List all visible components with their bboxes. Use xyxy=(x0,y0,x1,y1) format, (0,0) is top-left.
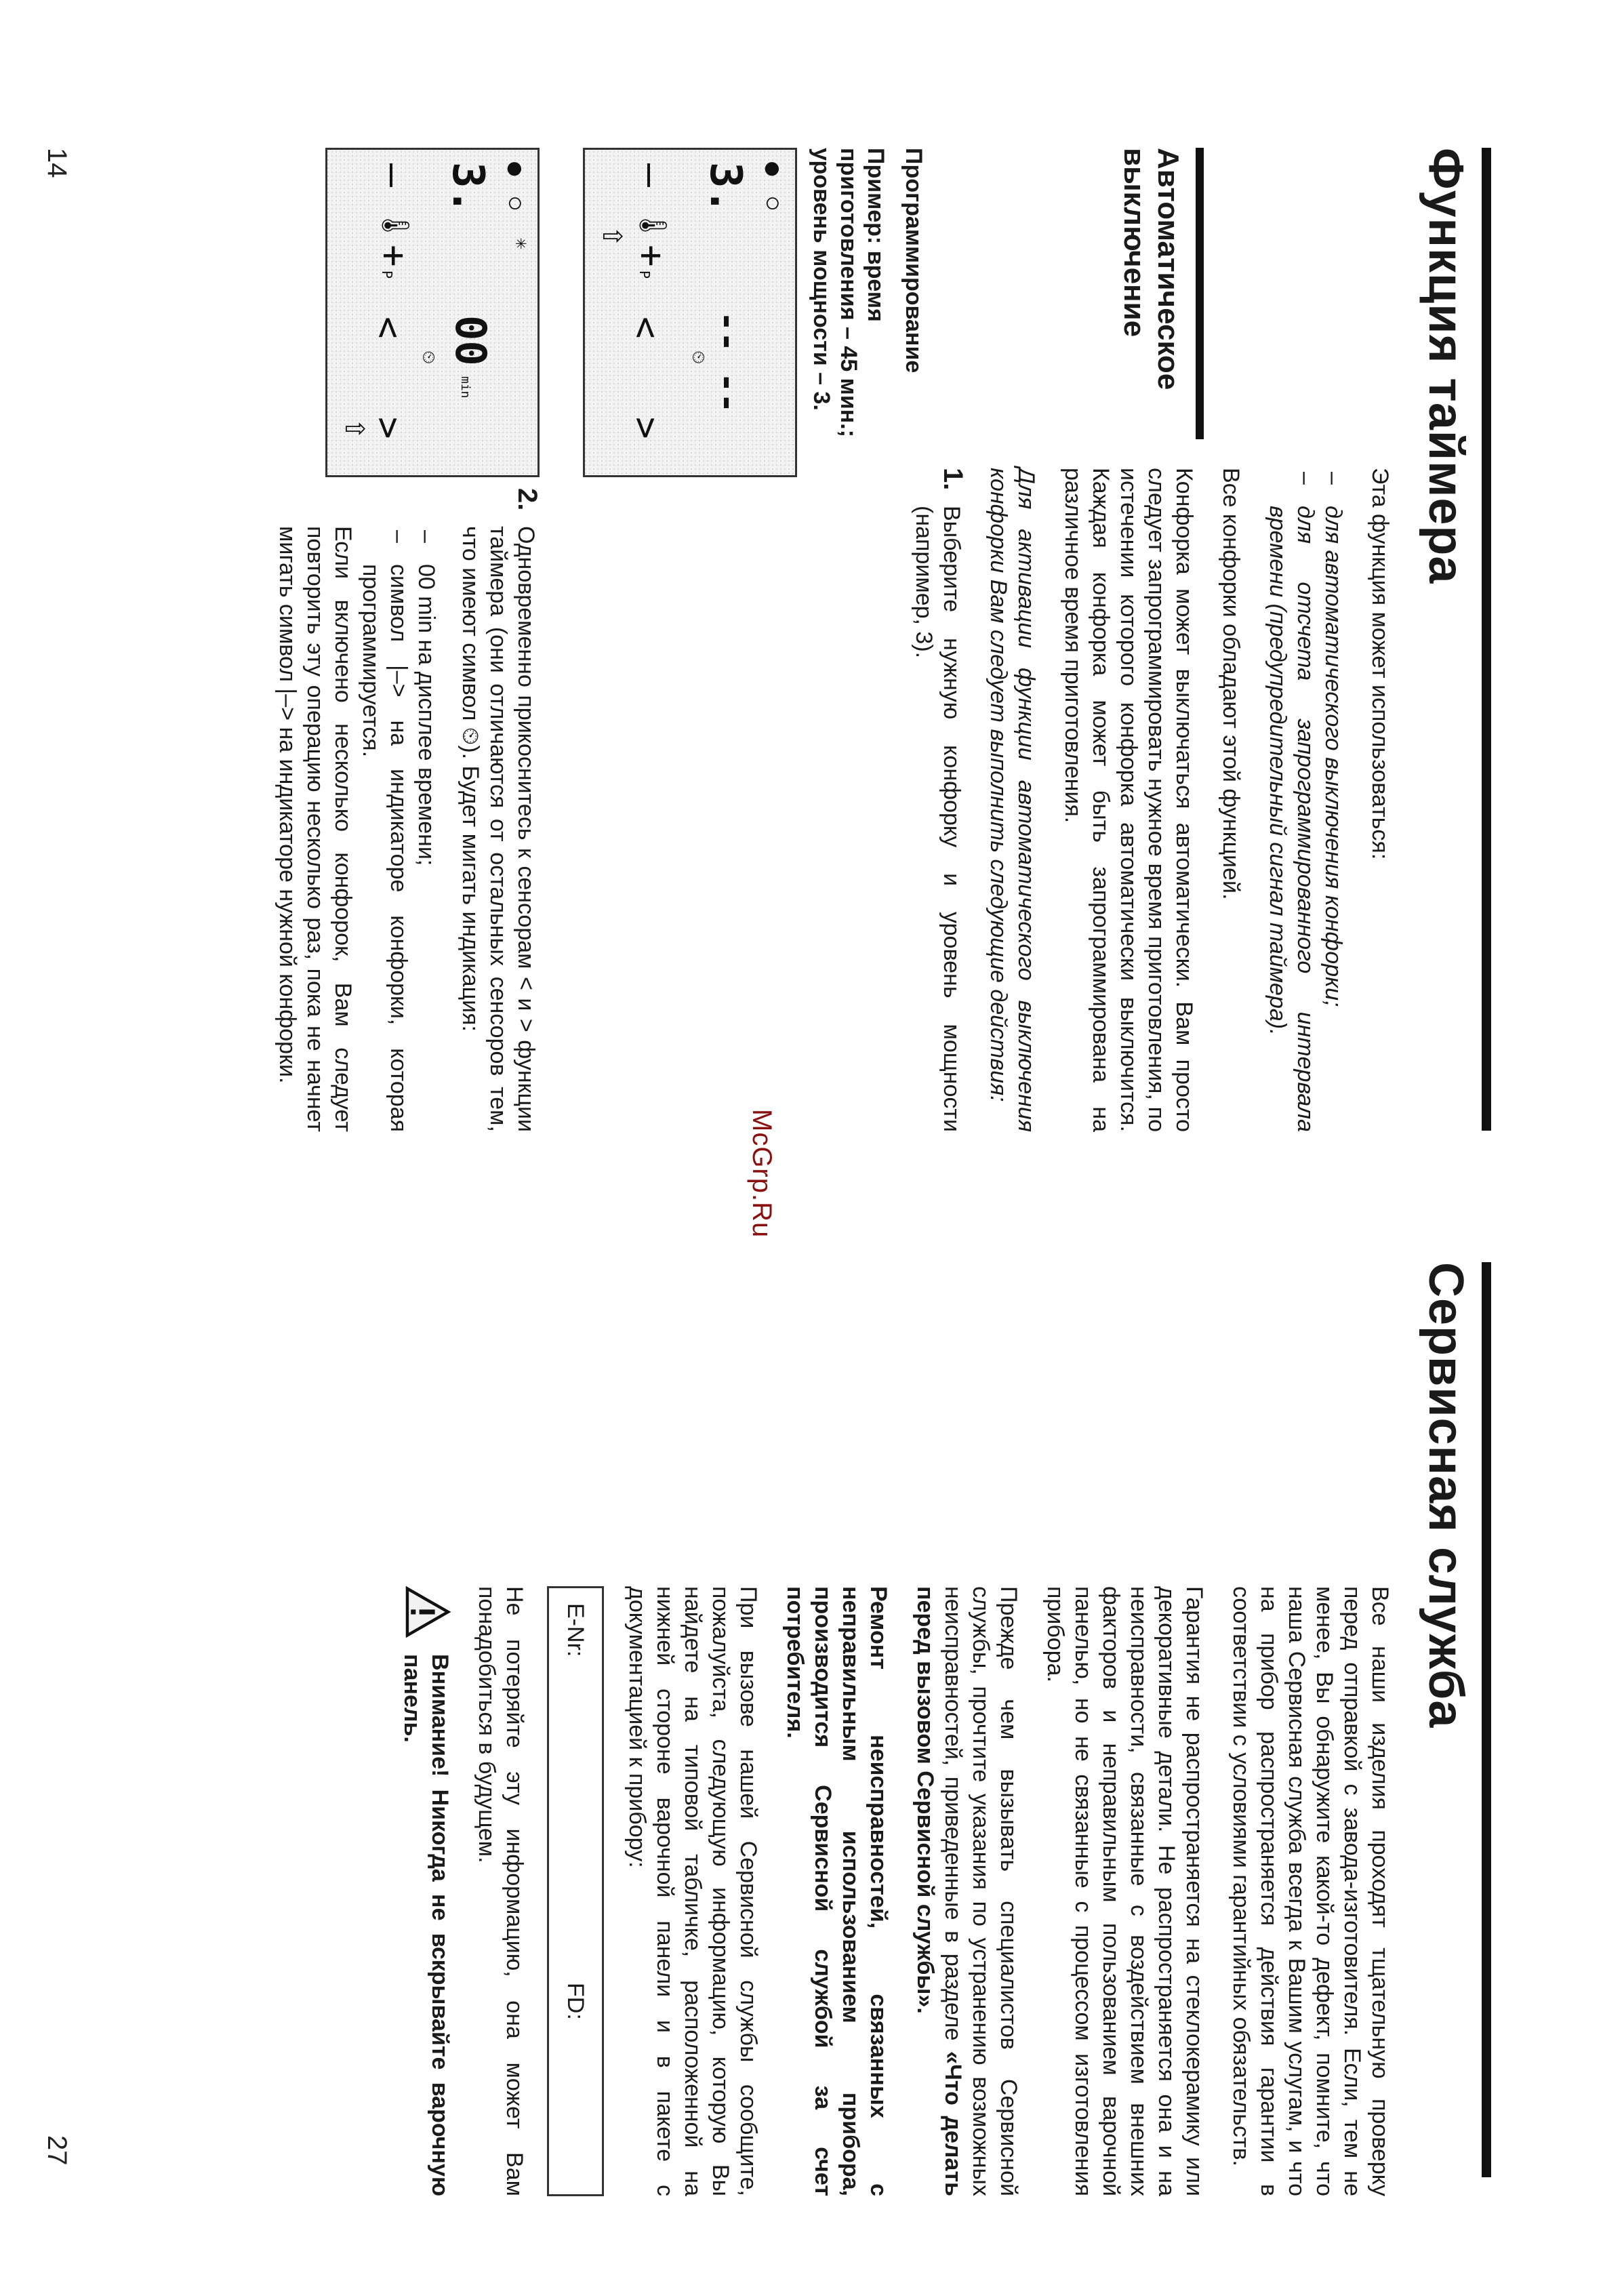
power-level-display: 3. xyxy=(700,162,750,215)
timer-less-sensor[interactable]: < xyxy=(367,317,410,339)
use-item-auto-off: – для автоматического выключения конфорки; xyxy=(1319,468,1347,1132)
page-title-service: Сервисная служба xyxy=(1419,1262,1473,1729)
step-2-number: 2. xyxy=(512,488,542,511)
auto-off-text: Конфорка может выключаться автоматически. Вам просто следует запрограммировать нужное время приготовления, по истечении которого конфорка автоматически выключится. Каждая конфорка может быть запрограммирована на различное время приготовления. xyxy=(1060,468,1197,1132)
activation-text: Для активации функции автоматического выключения конфорки Вам следует выполнить следующие действия: xyxy=(986,468,1039,1132)
indicator-time-display: – 00 min на дисплее времени; xyxy=(412,526,440,1132)
burner-ring-icon: ○ xyxy=(504,197,528,210)
side-label-programming: Программирование xyxy=(901,148,927,373)
thermometer-icon: 🌡 xyxy=(637,208,668,243)
thermometer-icon: 🌡 xyxy=(380,208,411,243)
timer-greater-sensor[interactable]: > xyxy=(625,417,668,439)
p-label: P xyxy=(379,270,395,279)
service-p3-link: «Что делать перед вызовом Сервисной службы». xyxy=(912,1586,966,2196)
step-2-note: Если включено несколько конфорок, Вам следует повторить эту операцию несколько раз, пока не начнет мигать символ |–> на индикаторе нужной конфорки. xyxy=(275,526,356,1132)
timer-greater-sensor[interactable]: > xyxy=(367,417,410,439)
service-p4: Ремонт неисправностей, связанных с неправильным использованием прибора, производится Сервисной службой за счет потребителя. xyxy=(782,1586,891,2196)
cooktop-display-panel-2 xyxy=(325,148,540,477)
uses-list xyxy=(1263,468,1347,1132)
touch-arrow-icon: ⇧ xyxy=(337,418,378,440)
step-2-indicator-list xyxy=(357,526,440,1132)
burner-dot-icon: ● xyxy=(502,162,529,176)
side-example: Пример: время приготовления – 45 мин.; уровень мощности – 3. xyxy=(809,148,889,438)
side-heading-auto-off: Автоматическое выключение xyxy=(1118,148,1185,390)
burner-dot-icon: ● xyxy=(760,162,787,176)
step-1 xyxy=(910,468,968,1132)
timer-less-sensor[interactable]: < xyxy=(625,317,668,339)
timer-clock-icon: ⏲ xyxy=(418,350,439,365)
intro-text: Эта функция может использоваться: xyxy=(1367,468,1393,860)
device-id-fields xyxy=(547,1586,604,2196)
timer-intro-block xyxy=(893,468,1394,1132)
use-item-countdown: – для отсчета запрограммированного интервала времени (предупредительный сигнал таймера). xyxy=(1263,468,1319,1132)
service-text-block xyxy=(398,1586,1394,2196)
touch-arrow-icon: ⇧ xyxy=(594,226,635,247)
all-burners-text: Все конфорки обладают этой функцией. xyxy=(1218,468,1244,900)
burner-ring-icon: ○ xyxy=(762,197,786,210)
minus-sensor[interactable]: – xyxy=(371,163,417,187)
service-p6: Не потеряйте эту информацию, она может Вам понадобиться в будущем. xyxy=(474,1586,527,2196)
step-2-block xyxy=(254,488,540,1132)
page-number-right: 27 xyxy=(42,2135,72,2166)
warning-row xyxy=(398,1586,453,2196)
blink-icon: ✳ xyxy=(511,238,533,249)
timer-clock-icon: ⏲ xyxy=(688,350,708,365)
service-p3 xyxy=(911,1586,1022,2196)
power-level-display: 3. xyxy=(443,162,493,215)
timer-display-00: 00 xyxy=(446,315,495,366)
timer-display-blinking: -- -- xyxy=(708,311,748,413)
minus-sensor[interactable]: – xyxy=(628,163,674,187)
side-rule-auto-off xyxy=(1196,148,1204,439)
section-rule-service xyxy=(1482,1262,1491,2177)
service-p1: Все наши изделия проходят тщательную проверку перед отправкой с завода-изготовителя. Если, тем не менее, Вы обнаружите какой-то дефект, помните, что наша Сервисная служба всегда к Вашим услугам, и что на прибор распространяется действия гарантии в соответствии с условиями гарантийных обязательств. xyxy=(1228,1586,1393,2196)
p-label: P xyxy=(636,270,653,279)
plus-sensor[interactable]: + xyxy=(373,245,415,267)
fd-label: FD: xyxy=(563,1983,589,2020)
step-1-number: 1. xyxy=(938,468,968,491)
step-1-text: Выберите нужную конфорку и уровень мощности (например, 3). xyxy=(911,506,965,1132)
enr-label: E-Nr: xyxy=(563,1603,589,1657)
service-p2: Гарантия не распространяется на стеклокерамику или декоративные детали. Не распространяется она и на неисправности, связанные с воздействием внешних факторов и неправильным пользованием варочной панелью, но не связанные с процессом изготовления прибора. xyxy=(1042,1586,1207,2196)
section-rule-timer xyxy=(1482,148,1491,1131)
step-2-text: Одновременно прикоснитесь к сенсорам < и > функции таймера (они отличаются от остальных сенсоров тем, что имеют символ ⏲). Будет мигать индикация: xyxy=(458,526,539,1132)
page-number-left: 14 xyxy=(42,148,72,178)
timer-unit-label: min xyxy=(458,376,472,399)
cooktop-display-panel-1 xyxy=(583,148,797,477)
service-p5: При вызове нашей Сервисной службы сообщите, пожалуйста, следующую информацию, которую Вы найдете на типовой табличке, расположенной на нижней стороне варочной панели и в пакете с документацией к прибору: xyxy=(624,1586,761,2196)
step-2 xyxy=(456,488,540,1132)
service-p3-start: Прежде чем вызывать специалистов Сервисной службы, прочтите указания по устранению возможных неисправностей, приведенные в разделе xyxy=(940,1586,1021,2196)
plus-sensor[interactable]: + xyxy=(630,245,673,267)
page-title-timer: Функция таймера xyxy=(1419,148,1473,584)
warning-text: Внимание! Никогда не вскрывайте варочную панель. xyxy=(399,1654,453,2196)
indicator-burner-symbol: – символ |–> на индикаторе конфорки, которая программируется. xyxy=(357,526,412,1132)
warning-triangle-icon xyxy=(402,1586,453,1638)
watermark: McGrp.Ru xyxy=(747,1109,777,1238)
